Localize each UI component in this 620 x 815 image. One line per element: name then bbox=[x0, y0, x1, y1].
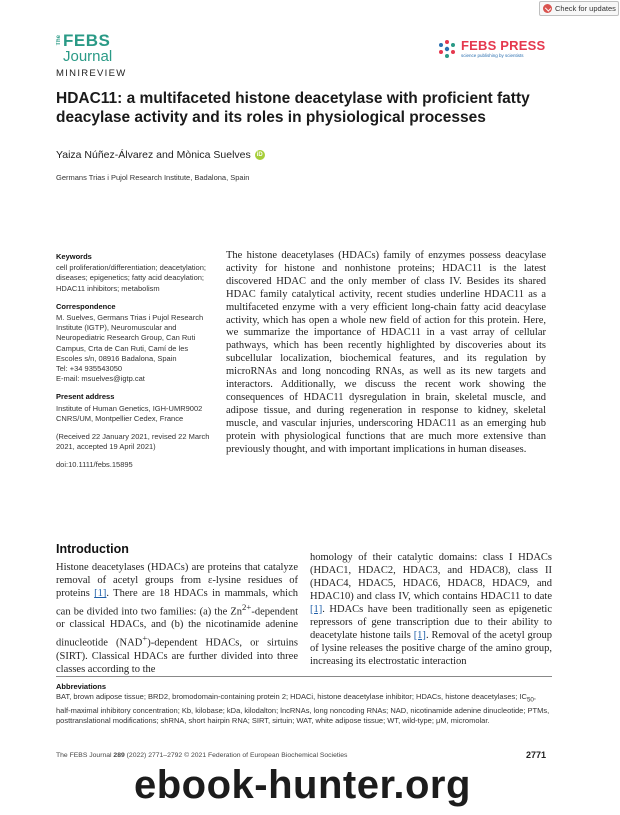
intro-column-left bbox=[56, 562, 298, 677]
intro-right-text-3: . Removal of the acetyl group of lysine releases the positive charge of the amino group, increasing its electrostatic interaction bbox=[310, 629, 553, 667]
logo-febs: FEBS bbox=[63, 31, 111, 50]
correspondence-heading: Correspondence bbox=[56, 301, 116, 311]
abbreviations-divider bbox=[56, 676, 552, 677]
check-for-updates-button[interactable] bbox=[539, 1, 619, 16]
abbreviations-text-a: BAT, brown adipose tissue; BRD2, bromodomain-containing protein 2; HDACi, histone deacetylase inhibitor; HDACs, histone deacetylases; IC bbox=[56, 692, 527, 702]
intro-right-text-1: homology of their catalytic domains: class I HDACs (HDAC1, HDAC2, HDAC3, and HDAC8), class II (HDAC4, HDAC5, HDAC6, HDAC8, HDAC9, and HDAC10) and class IV, which contains HDAC11 to date bbox=[310, 552, 552, 602]
present-address-heading: Present address bbox=[56, 392, 115, 402]
intro-right-text-2: . HDACs have been traditionally seen as epigenetic repressors of gene transcription due to their ability to deacetylate histone tails bbox=[310, 603, 552, 641]
press-name: FEBS PRESS bbox=[461, 38, 546, 53]
watermark: ebook-hunter.org bbox=[134, 763, 471, 807]
keywords-block bbox=[56, 252, 214, 294]
received-dates: (Received 22 January 2021, revised 22 March 2021, accepted 19 April 2021) bbox=[56, 432, 210, 452]
febs-journal-logo bbox=[56, 33, 116, 67]
subscript: 50 bbox=[526, 696, 534, 704]
intro-left-text-4: )-dependent HDACs, or sirtuins (SIRT). Classical HDACs are further divided into three classes according to the bbox=[56, 637, 298, 675]
check-icon bbox=[543, 4, 552, 13]
intro-column-right bbox=[310, 552, 552, 669]
intro-left-text-3: -dependent or classical HDACs, and (b) the nicotinamide adenine dinucleotide (NAD bbox=[56, 606, 298, 649]
febs-press-mark-icon bbox=[437, 39, 457, 59]
page-footer bbox=[56, 752, 347, 759]
abbreviations-block bbox=[56, 682, 552, 726]
logo-the: The bbox=[56, 35, 62, 46]
press-tagline: science publishing by scientists bbox=[461, 53, 524, 58]
article-title: HDAC11: a multifaceted histone deacetylase with proficient fatty deacylase activity and its roles in physiological processes bbox=[56, 90, 530, 126]
intro-left-text-1: Histone deacetylases (HDACs) are proteins that catalyze removal of acetyl groups from ε-lysine residues of proteins bbox=[56, 562, 298, 599]
doi[interactable]: doi:10.1111/febs.15895 bbox=[56, 460, 133, 470]
present-address-block bbox=[56, 392, 214, 424]
abbreviations-text bbox=[56, 692, 552, 726]
correspondence-email[interactable]: E-mail: msuelves@igtp.cat bbox=[56, 374, 145, 384]
logo-journal: Journal bbox=[63, 48, 113, 65]
abbreviations-text-b: , half-maximal inhibitory concentration; Kb, kilobase; kDa, kilodalton; lncRNAs, long noncoding RNAs; NAD, nicotinamide adenine dinucleotide; PTMs, posttranslational modifications; shRNA, short hairpin RNA; SIRT, sirtuin; WAT, white adipose tissue; WT, wild-type; μM, micromolar. bbox=[56, 692, 550, 726]
correspondence-block bbox=[56, 302, 214, 385]
correspondence-text: M. Suelves, Germans Trias i Pujol Research Institute (IGTP), Neuromuscular and Neuropediatric Research Group, Can Ruti Campus, Crta de Can Ruti, Camí de les Escoles s/n, 08916 Badalona, Spain bbox=[56, 313, 204, 363]
check-for-updates-label: Check for updates bbox=[555, 4, 616, 13]
superscript: + bbox=[142, 633, 148, 644]
introduction-heading: Introduction bbox=[56, 542, 129, 556]
authors: Yaiza Núñez-Álvarez and Mònica Suelves bbox=[56, 149, 251, 161]
keywords-text: cell proliferation/differentiation; deacetylation; diseases; epigenetics; fatty acid deacylation; HDAC11 inhibitors; metabolism bbox=[56, 263, 206, 293]
footer-volume: 289 bbox=[113, 752, 125, 759]
citation-link[interactable]: [1] bbox=[413, 629, 426, 641]
section-label: MINIREVIEW bbox=[56, 68, 127, 79]
citation-link[interactable]: [1] bbox=[310, 603, 323, 615]
orcid-icon[interactable]: iD bbox=[256, 152, 263, 158]
febs-press-logo bbox=[437, 37, 547, 61]
affiliation: Germans Trias i Pujol Research Institute, Badalona, Spain bbox=[56, 173, 250, 182]
abstract: The histone deacetylases (HDACs) family of enzymes possess deacylase activity for histone and nonhistone proteins; HDAC11 is the latest discovered HDAC and the only member of class IV. Besides its shared HDAC family catalytical activity, recent studies underline HDAC11 as a multifaceted enzyme with a very efficient long-chain fatty acid deacylase activity, which has open a whole new field of action for this protein. Here, we summarize the importance of HDAC11 in a vast array of cellular pathways, which has been recently highlighted by discoveries about its subcellular localization, biochemical features, and its regulation by microRNAs and long noncoding RNAs, as well as its new targets and interactors. Additionally, we discuss the recent work showing the consequences of HDAC11 dysregulation in brain, skeletal muscle, and adipose tissue, and during regeneration in response to kidney, skeletal muscle, and vascular injuries, underscoring HDAC11 as an emerging hub protein with physiological functions that are much more extensive than previously thought, and with important implications in human diseases. bbox=[226, 250, 546, 455]
present-address-text: Institute of Human Genetics, IGH-UMR9002 CNRS/UM, Montpellier Cedex, France bbox=[56, 403, 203, 423]
citation-link[interactable]: [1] bbox=[94, 587, 107, 599]
footer-rest: (2022) 2771–2792 © 2021 Federation of European Biochemical Societies bbox=[124, 752, 348, 759]
page-number: 2771 bbox=[526, 750, 547, 760]
intro-left-text-2: . There are 18 HDACs in mammals, which can be divided into two families: (a) the Zn bbox=[56, 587, 298, 618]
article-sidebar bbox=[56, 252, 214, 479]
footer-journal: The FEBS Journal bbox=[56, 752, 114, 759]
superscript: 2+ bbox=[242, 601, 252, 612]
author-line bbox=[56, 149, 265, 161]
correspondence-tel: Tel: +34 935543050 bbox=[56, 364, 123, 374]
abbreviations-heading: Abbreviations bbox=[56, 682, 107, 691]
keywords-heading: Keywords bbox=[56, 252, 92, 261]
